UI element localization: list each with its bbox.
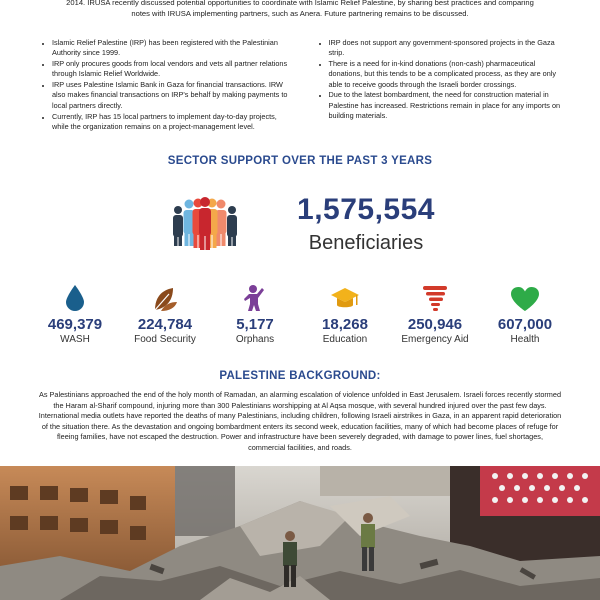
child-icon xyxy=(244,284,266,312)
stat-health xyxy=(480,282,570,346)
stat-label: WASH xyxy=(60,334,90,345)
right-bullet-list xyxy=(317,38,566,121)
list-item: • Currently, IRP has 15 local partners to implement day-to-day projects, while the organization remains on a project-management level. xyxy=(52,112,289,133)
stat-label: Education xyxy=(322,334,368,345)
beneficiaries-label: Beneficiaries xyxy=(308,232,424,254)
stat-value: 18,268 xyxy=(322,316,368,333)
list-item: • IRP only procures goods from local vendors and vets all partner relations through Islamic Relief Worldwide. xyxy=(52,59,289,80)
stat-value: 469,379 xyxy=(47,316,103,333)
graduation-cap-icon xyxy=(330,286,360,312)
stat-label: Orphans xyxy=(235,334,275,345)
stat-education xyxy=(300,282,390,346)
background-paragraph: As Palestinians approached the end of the holy month of Ramadan, an alarming escalation of violence unfolded in East Jerusalem. Israeli forces recently stormed the Haram al-Sharif compound, injuring more than 300 Palestinians worshipping at Al Aqsa mosque, with several hundred injured over the past few days. International media outlets have reported the deaths of many Palestinians, including children, following Israeli airstrikes in Gaza, in an apparent rapid deterioration of the situation there. As the devastation and ongoing bombardment enters its second week, education facilities, many of which had become places of refuge for fleeing families, have not escaped the destruction. Power and infrastructure have been severely degraded, with damage to power lines, fuel shortages, commercial facilities, and roads. xyxy=(38,390,562,452)
left-bullet-list xyxy=(40,38,289,132)
stat-value: 607,000 xyxy=(497,316,553,333)
background-title: PALESTINE BACKGROUND: xyxy=(219,370,381,382)
stat-value: 250,946 xyxy=(407,316,463,333)
stat-wash xyxy=(30,282,120,346)
stat-value: 224,784 xyxy=(137,316,193,333)
intro-line-1: 2014. IRUSA recently discussed potential opportunities to coordinate with Islamic Relief Palestine, by sharing best practices and comparing xyxy=(66,0,534,7)
list-item: • IRP uses Palestine Islamic Bank in Gaza for financial transactions. IRW also makes financial transactions on IRP's behalf by making payments to local partners directly. xyxy=(52,80,289,111)
stat-label: Food Security xyxy=(134,334,196,345)
left-column xyxy=(40,38,289,133)
stat-orphans xyxy=(210,282,300,346)
total-beneficiaries: 1,575,554 xyxy=(297,193,435,226)
list-item: • IRP does not support any government-sponsored projects in the Gaza strip. xyxy=(329,38,566,59)
stat-emergency-aid xyxy=(390,282,480,346)
stat-label: Emergency Aid xyxy=(401,334,469,345)
stat-label: Health xyxy=(510,334,540,345)
stat-food-security xyxy=(120,282,210,346)
water-drop-icon xyxy=(65,284,85,312)
right-column xyxy=(317,38,566,133)
intro-paragraph xyxy=(0,0,600,19)
rubble-photo xyxy=(0,466,600,600)
bullet-columns xyxy=(40,38,565,133)
stat-value: 5,177 xyxy=(236,316,274,333)
leaf-icon xyxy=(151,286,179,312)
list-item: • Due to the latest bombardment, the need for construction material in Palestine has increased. Restrictions remain in place for any imports on building materials. xyxy=(329,90,566,121)
list-item: • Islamic Relief Palestine (IRP) has been registered with the Palestinian Authority since 1999. xyxy=(52,38,289,59)
tornado-icon xyxy=(422,284,448,312)
sector-stats xyxy=(30,282,570,346)
heart-icon xyxy=(510,286,540,312)
people-group-icon xyxy=(170,196,240,256)
intro-line-2: notes with IRUSA implementing partners, such as Anera. Future partnering remains to be discussed. xyxy=(131,9,469,18)
list-item: • There is a need for in-kind donations (non-cash) pharmaceutical donations, but this tends to be a complicated process, as they are only able to receive goods through the Israeli border crossings. xyxy=(329,59,566,90)
sector-title: SECTOR SUPPORT OVER THE PAST 3 YEARS xyxy=(167,155,433,167)
